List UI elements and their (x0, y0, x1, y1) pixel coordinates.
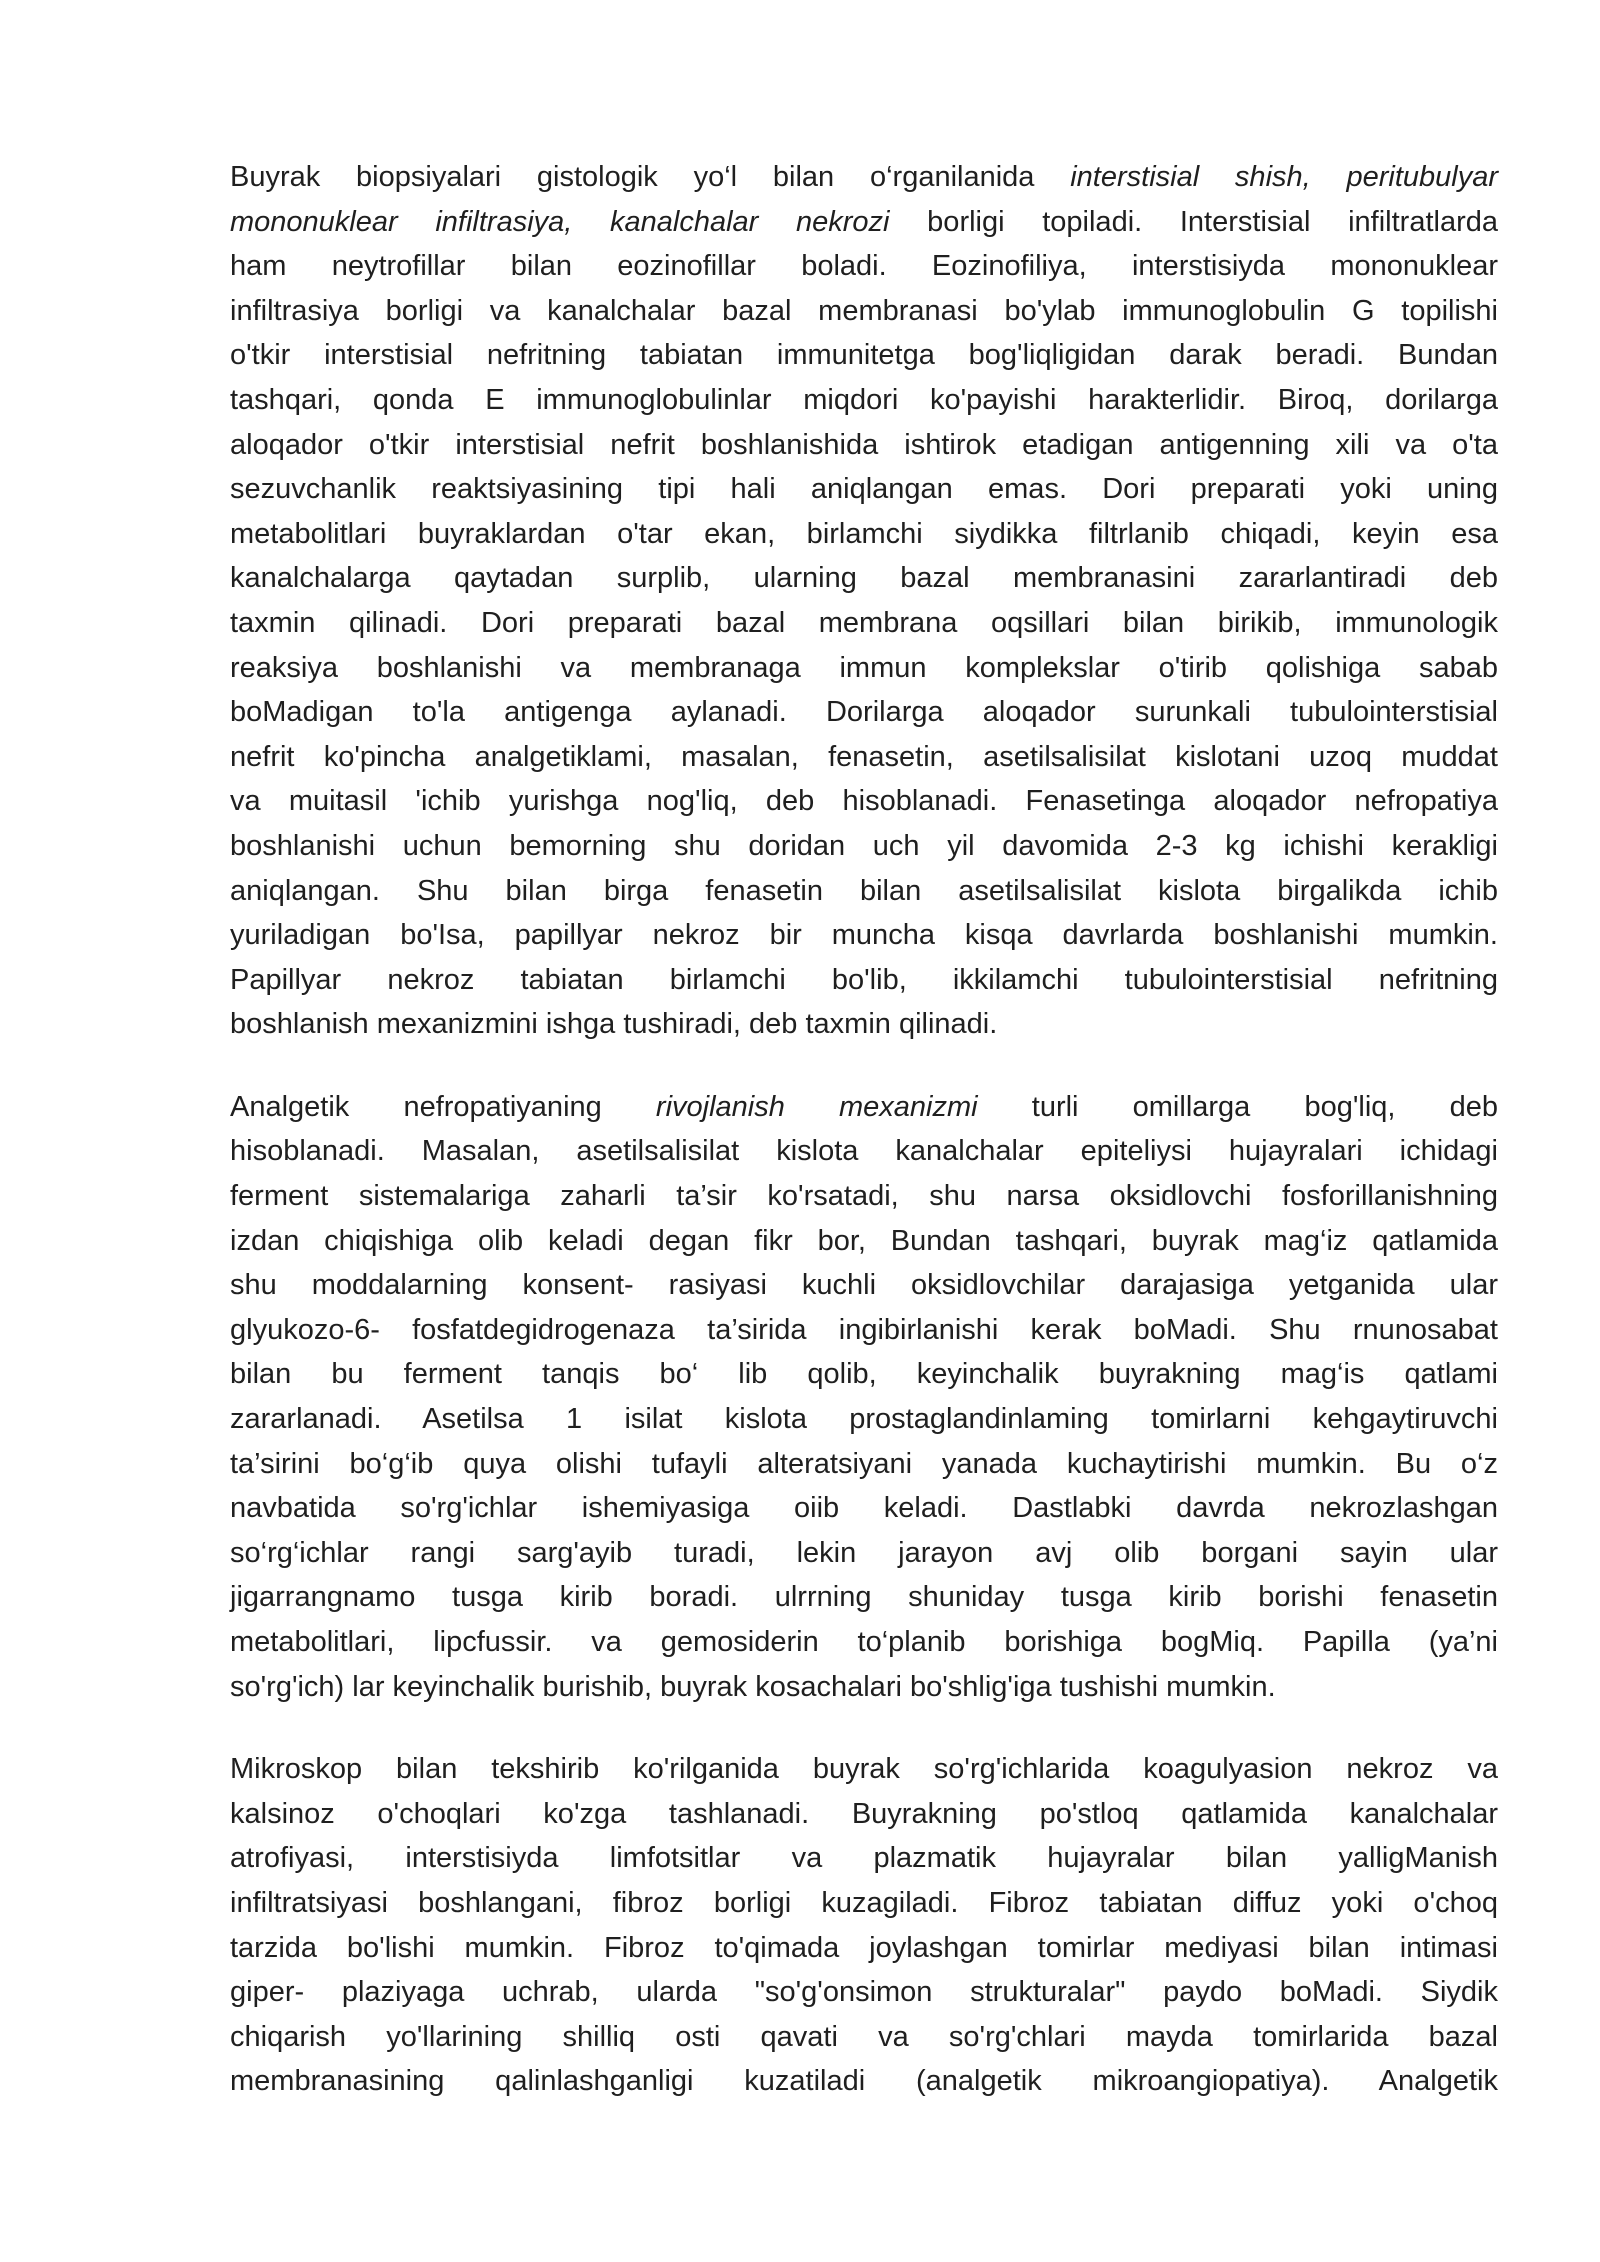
text-line: boshlanishi uchun bemorning shu doridan uch yil davomida 2-3 kg ichishi kerakligi (230, 829, 1498, 862)
text-line: aloqador o'tkir interstisial nefrit boshlanishida ishtirok etadigan antigenning xili va o'ta (230, 428, 1498, 461)
text-line: nefrit ko'pincha analgetiklami, masalan, fenasetin, asetilsalisilat kislotani uzoq muddat (230, 740, 1498, 773)
text-line: reaksiya boshlanishi va membranaga immun komplekslar o'tirib qolishiga sabab (230, 651, 1498, 684)
text-segment: Analgetik nefropatiyaning (230, 1090, 656, 1123)
text-line: Mikroskop bilan tekshirib ko'rilganida buyrak so'rg'ichlarida koagulyasion nekroz va (230, 1753, 1498, 1786)
text-line: taxmin qilinadi. Dori preparati bazal membrana oqsillari bilan birikib, immunologik (230, 606, 1498, 639)
paragraph (230, 1747, 1498, 2104)
italic-text: mononuklear infiltrasiya, kanalchalar nekrozi (230, 205, 890, 238)
paragraph (230, 1085, 1498, 1709)
text-line: shu moddalarning konsent- rasiyasi kuchli oksidlovchilar darajasiga yetganida ular (230, 1269, 1498, 1302)
text-line: va muitasil 'ichib yurishga nog'liq, deb hisoblanadi. Fenasetinga aloqador nefropatiya (230, 785, 1498, 818)
text-line (230, 1085, 1498, 1130)
text-line (230, 155, 1498, 200)
text-line: bilan bu ferment tanqis bo‘ lib qolib, keyinchalik buyrakning mag‘is qatlami (230, 1358, 1498, 1391)
italic-text: interstisial shish, peritubulyar (1070, 161, 1499, 193)
text-segment: turli omillarga bog'liq, deb (977, 1090, 1498, 1123)
text-line: jigarrangnamo tusga kirib boradi. ulrrning shuniday tusga kirib borishi fenasetin (230, 1581, 1498, 1614)
text-line: so‘rg‘ichlar rangi sarg'ayib turadi, lekin jarayon avj olib borgani sayin ular (230, 1536, 1498, 1569)
text-line: kanalchalarga qaytadan surplib, ularning bazal membranasini zararlantiradi deb (230, 562, 1498, 595)
text-line: infiltratsiyasi boshlangani, fibroz borligi kuzagiladi. Fibroz tabiatan diffuz yoki o'choq (230, 1886, 1498, 1919)
text-line: aniqlangan. Shu bilan birga fenasetin bilan asetilsalisilat kislota birgalikda ichib (230, 874, 1498, 907)
text-line: hisoblanadi. Masalan, asetilsalisilat kislota kanalchalar epiteliysi hujayralari ichidagi (230, 1135, 1498, 1168)
text-line: zararlanadi. Asetilsa 1 isilat kislota prostaglandinlaming tomirlarni kehgaytiruvchi (230, 1403, 1498, 1436)
text-line: infiltrasiya borligi va kanalchalar bazal membranasi bo'ylab immunoglobulin G topilishi (230, 294, 1498, 327)
text-line: navbatida so'rg'ichlar ishemiyasiga oiib keladi. Dastlabki davrda nekrozlashgan (230, 1492, 1498, 1525)
paragraph (230, 155, 1498, 1047)
text-line: kalsinoz o'choqlari ko'zga tashlanadi. Buyrakning po'stloq qatlamida kanalchalar (230, 1797, 1498, 1830)
text-line: membranasining qalinlashganligi kuzatiladi (analgetik mikroangiopatiya). Analgetik (230, 2065, 1498, 2098)
text-line: atrofiyasi, interstisiyda limfotsitlar va plazmatik hujayralar bilan yalligManish (230, 1842, 1498, 1875)
text-line: sezuvchanlik reaktsiyasining tipi hali aniqlangan emas. Dori preparati yoki uning (230, 473, 1498, 506)
text-line: giper- plaziyaga uchrab, ularda "so'g'onsimon strukturalar" paydo boMadi. Siydik (230, 1976, 1498, 2009)
text-line: metabolitlari, lipcfussir. va gemosiderin to‘planib borishiga bogMiq. Papilla (ya’ni (230, 1626, 1498, 1658)
text-line (230, 200, 1498, 245)
text-line: izdan chiqishiga olib keladi degan fikr bor, Bundan tashqari, buyrak mag‘iz qatlamida (230, 1224, 1498, 1257)
italic-text: rivojlanish mexanizmi (655, 1090, 978, 1123)
text-line: ta’sirini bo‘g‘ib quya olishi tufayli alteratsiyani yanada kuchaytirishi mumkin. Bu o‘z (230, 1447, 1498, 1480)
text-line: glyukozo-6- fosfatdegidrogenaza ta’sirida ingibirlanishi kerak boMadi. Shu rnunosabat (230, 1313, 1498, 1346)
text-line: so'rg'ich) lar keyinchalik burishib, buyrak kosachalari bo'shlig'iga tushishi mumkin. (230, 1670, 1276, 1703)
text-line: ham neytrofillar bilan eozinofillar boladi. Eozinofiliya, interstisiyda mononuklear (230, 250, 1498, 283)
text-line: o'tkir interstisial nefritning tabiatan immunitetga bog'liqligidan darak beradi. Bundan (230, 339, 1498, 372)
text-line: Papillyar nekroz tabiatan birlamchi bo'lib, ikkilamchi tubulointerstisial nefritning (230, 963, 1498, 996)
text-segment: Buyrak biopsiyalari gistologik yo‘l bilan o‘rganilanida (230, 161, 1071, 193)
text-line: metabolitlari buyraklardan o'tar ekan, birlamchi siydikka filtrlanib chiqadi, keyin esa (230, 517, 1498, 550)
text-line: tashqari, qonda E immunoglobulinlar miqdori ko'payishi harakterlidir. Biroq, dorilarga (230, 383, 1498, 416)
text-line: chiqarish yo'llarining shilliq osti qavati va so'rg'chlari mayda tomirlarida bazal (230, 2020, 1498, 2053)
text-line: tarzida bo'lishi mumkin. Fibroz to'qimada joylashgan tomirlar mediyasi bilan intimasi (230, 1931, 1498, 1964)
text-line: boshlanish mexanizmini ishga tushiradi, deb taxmin qilinadi. (230, 1008, 998, 1041)
text-line: ferment sistemalariga zaharli ta’sir ko'rsatadi, shu narsa oksidlovchi fosforillanishning (230, 1180, 1498, 1213)
text-line: yuriladigan bo'Isa, papillyar nekroz bir muncha kisqa davrlarda boshlanishi mumkin. (230, 919, 1498, 952)
text-segment: borligi topiladi. Interstisial infiltratlarda (889, 205, 1498, 238)
text-line: boMadigan to'la antigenga aylanadi. Dorilarga aloqador surunkali tubulointerstisial (230, 696, 1498, 729)
document-body (230, 155, 1498, 2142)
